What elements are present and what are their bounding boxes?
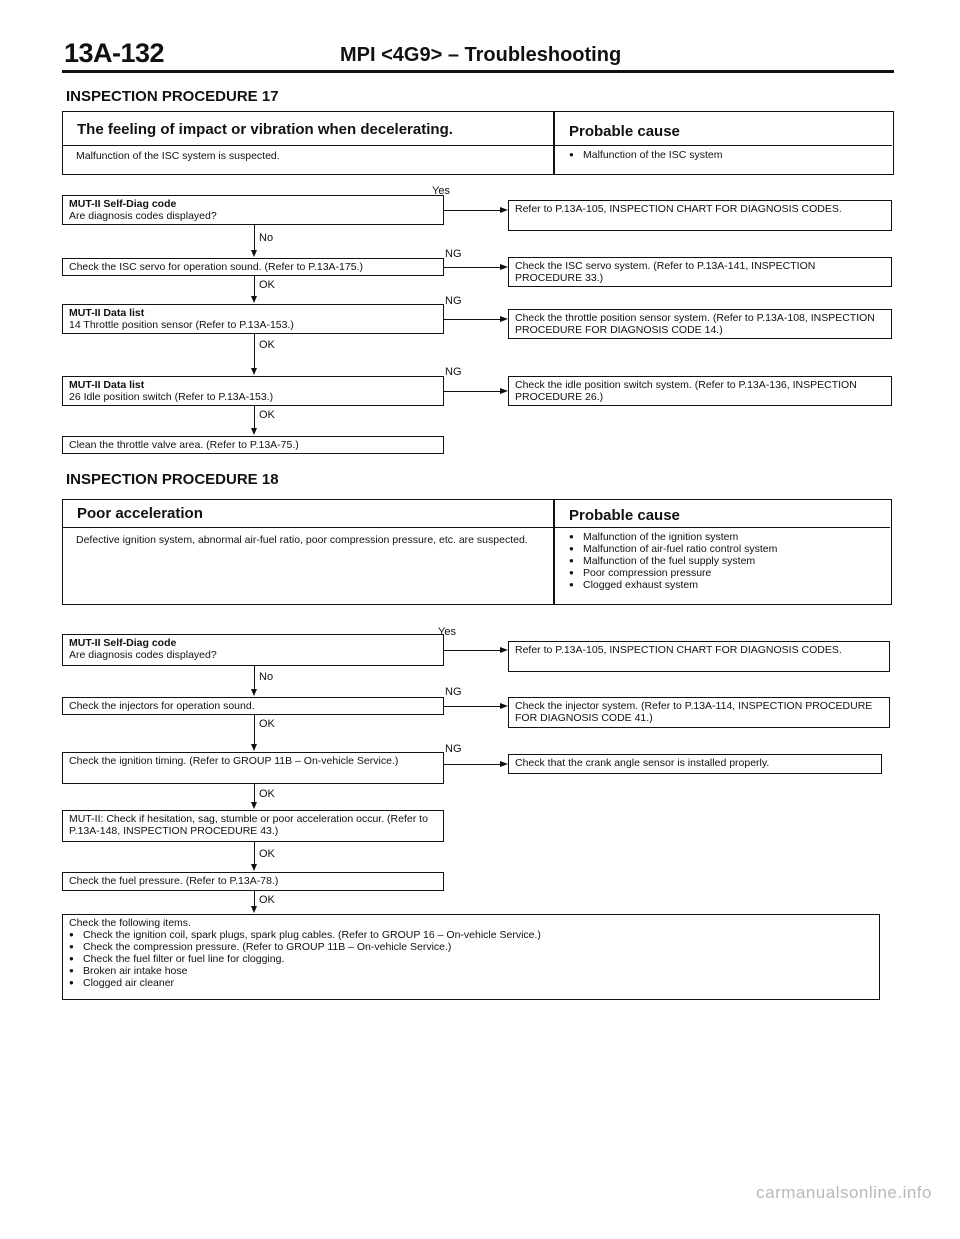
step-self-diag bbox=[62, 634, 444, 666]
watermark: carmanualsonline.info bbox=[756, 1183, 932, 1202]
down-label: OK bbox=[259, 339, 275, 351]
result-diag-chart bbox=[508, 200, 892, 231]
down-label: OK bbox=[259, 718, 275, 730]
step-ignition-timing bbox=[62, 752, 444, 784]
connector-line bbox=[254, 715, 255, 745]
result-text: Check that the crank angle sensor is installed properly. bbox=[515, 757, 770, 769]
step-text: Check the ignition timing. (Refer to GROUP 11B – On-vehicle Service.) bbox=[69, 755, 399, 767]
cause-item: ● Malfunction of the ISC system bbox=[569, 149, 889, 161]
result-text: Check the idle position switch system. (Refer to P.13A-136, INSPECTION PROCEDURE 26.) bbox=[515, 379, 857, 403]
connector-line bbox=[444, 210, 500, 211]
result-diag-chart bbox=[508, 641, 890, 672]
cause-header: Probable cause bbox=[569, 507, 680, 524]
step-clean-throttle bbox=[62, 436, 444, 454]
branch-label: NG bbox=[445, 686, 462, 698]
step-text: MUT-II: Check if hesitation, sag, stumble or poor acceleration occur. (Refer to P.13A-148, INSPECTION PROCEDURE 43.) bbox=[69, 813, 428, 837]
cause-item: ● Poor compression pressure bbox=[569, 567, 889, 579]
step-text: Clean the throttle valve area. (Refer to P.13A-75.) bbox=[69, 439, 299, 451]
procedure-17-title: INSPECTION PROCEDURE 17 bbox=[66, 88, 279, 105]
arrow-down-icon bbox=[251, 368, 257, 375]
cause-item: ● Malfunction of air-fuel ratio control system bbox=[569, 543, 889, 555]
final-item: ● Check the compression pressure. (Refer to GROUP 11B – On-vehicle Service.) bbox=[69, 941, 873, 953]
connector-line bbox=[254, 842, 255, 865]
connector-line bbox=[444, 391, 500, 392]
procedure-18-title: INSPECTION PROCEDURE 18 bbox=[66, 471, 279, 488]
down-label: OK bbox=[259, 409, 275, 421]
connector-line bbox=[254, 276, 255, 297]
result-text: Check the ISC servo system. (Refer to P.13A-141, INSPECTION PROCEDURE 33.) bbox=[515, 260, 816, 284]
arrow-right-icon bbox=[500, 647, 508, 653]
down-label: OK bbox=[259, 279, 275, 291]
arrow-right-icon bbox=[500, 264, 508, 270]
connector-line bbox=[444, 267, 500, 268]
arrow-right-icon bbox=[500, 703, 508, 709]
down-label: No bbox=[259, 232, 274, 244]
result-isc-servo bbox=[508, 257, 892, 287]
arrow-down-icon bbox=[251, 864, 257, 871]
final-check-list bbox=[69, 929, 873, 989]
connector-line bbox=[444, 650, 500, 651]
summary-col-divider bbox=[553, 112, 555, 174]
branch-label: NG bbox=[445, 743, 462, 755]
cause-list bbox=[569, 149, 889, 161]
step-text: 26 Idle position switch (Refer to P.13A-153.) bbox=[69, 391, 274, 403]
procedure-18-summary bbox=[62, 499, 892, 605]
final-item: ● Check the fuel filter or fuel line for clogging. bbox=[69, 953, 873, 965]
arrow-down-icon bbox=[251, 428, 257, 435]
cause-item: ● Malfunction of the ignition system bbox=[569, 531, 889, 543]
step-bold: MUT-II Data list bbox=[69, 379, 145, 391]
connector-line bbox=[254, 666, 255, 690]
connector-line bbox=[254, 334, 255, 369]
connector-line bbox=[444, 706, 500, 707]
connector-line bbox=[254, 784, 255, 803]
result-text: Refer to P.13A-105, INSPECTION CHART FOR DIAGNOSIS CODES. bbox=[515, 203, 842, 215]
summary-col-divider bbox=[553, 500, 555, 604]
branch-label: Yes bbox=[432, 185, 450, 197]
branch-label: NG bbox=[445, 295, 462, 307]
arrow-down-icon bbox=[251, 802, 257, 809]
final-item: ● Check the ignition coil, spark plugs, spark plug cables. (Refer to GROUP 16 – On-vehicle Service.) bbox=[69, 929, 873, 941]
result-text: Check the injector system. (Refer to P.13A-114, INSPECTION PROCEDURE FOR DIAGNOSIS CODE 41.) bbox=[515, 700, 873, 724]
step-text: Check the fuel pressure. (Refer to P.13A-78.) bbox=[69, 875, 279, 887]
connector-line bbox=[254, 225, 255, 251]
arrow-down-icon bbox=[251, 744, 257, 751]
symptom-title: The feeling of impact or vibration when decelerating. bbox=[77, 121, 453, 138]
page-title: MPI <4G9> – Troubleshooting bbox=[340, 44, 622, 66]
branch-label: NG bbox=[445, 366, 462, 378]
result-injector-system bbox=[508, 697, 890, 728]
step-text: Are diagnosis codes displayed? bbox=[69, 649, 217, 661]
down-label: No bbox=[259, 671, 274, 683]
step-fuel-pressure bbox=[62, 872, 444, 891]
symptom-title: Poor acceleration bbox=[77, 505, 203, 522]
final-item: ● Clogged air cleaner bbox=[69, 977, 873, 989]
step-bold: MUT-II Data list bbox=[69, 307, 145, 319]
symptom-description: Defective ignition system, abnormal air-fuel ratio, poor compression pressure, etc. are suspected. bbox=[76, 534, 528, 546]
step-idle-switch-data bbox=[62, 376, 444, 406]
step-text: Check the injectors for operation sound. bbox=[69, 700, 255, 712]
header-rule bbox=[62, 70, 894, 73]
arrow-down-icon bbox=[251, 689, 257, 696]
step-bold: MUT-II Self-Diag code bbox=[69, 198, 177, 210]
arrow-down-icon bbox=[251, 296, 257, 303]
result-idle-switch bbox=[508, 376, 892, 406]
arrow-right-icon bbox=[500, 761, 508, 767]
arrow-right-icon bbox=[500, 316, 508, 322]
final-title: Check the following items. bbox=[69, 917, 191, 929]
arrow-down-icon bbox=[251, 250, 257, 257]
branch-label: NG bbox=[445, 248, 462, 260]
step-text: Check the ISC servo for operation sound. (Refer to P.13A-175.) bbox=[69, 261, 363, 273]
cause-header: Probable cause bbox=[569, 123, 680, 140]
connector-line bbox=[444, 319, 500, 320]
connector-line bbox=[444, 764, 500, 765]
step-text: 14 Throttle position sensor (Refer to P.13A-153.) bbox=[69, 319, 294, 331]
connector-line bbox=[254, 891, 255, 907]
step-isc-sound bbox=[62, 258, 444, 276]
page-number: 13A-132 bbox=[64, 38, 165, 68]
step-injector-sound bbox=[62, 697, 444, 715]
arrow-right-icon bbox=[500, 388, 508, 394]
summary-row-divider bbox=[63, 527, 890, 528]
arrow-right-icon bbox=[500, 207, 508, 213]
symptom-description: Malfunction of the ISC system is suspected. bbox=[76, 150, 280, 162]
step-tps-data bbox=[62, 304, 444, 334]
cause-item: ● Clogged exhaust system bbox=[569, 579, 889, 591]
step-bold: MUT-II Self-Diag code bbox=[69, 637, 177, 649]
arrow-down-icon bbox=[251, 906, 257, 913]
result-tps bbox=[508, 309, 892, 339]
step-mut-hesitation bbox=[62, 810, 444, 842]
result-text: Check the throttle position sensor system. (Refer to P.13A-108, INSPECTION PROCEDURE FOR DIAGNOSIS CODE 14.) bbox=[515, 312, 875, 336]
result-text: Refer to P.13A-105, INSPECTION CHART FOR DIAGNOSIS CODES. bbox=[515, 644, 842, 656]
result-crank-angle bbox=[508, 754, 882, 774]
cause-item: ● Malfunction of the fuel supply system bbox=[569, 555, 889, 567]
final-check-box bbox=[62, 914, 880, 1000]
procedure-17-summary bbox=[62, 111, 894, 175]
step-self-diag bbox=[62, 195, 444, 225]
down-label: OK bbox=[259, 894, 275, 906]
connector-line bbox=[254, 406, 255, 429]
branch-label: Yes bbox=[438, 626, 456, 638]
final-item: ● Broken air intake hose bbox=[69, 965, 873, 977]
cause-list bbox=[569, 531, 889, 591]
down-label: OK bbox=[259, 848, 275, 860]
step-text: Are diagnosis codes displayed? bbox=[69, 210, 217, 222]
down-label: OK bbox=[259, 788, 275, 800]
